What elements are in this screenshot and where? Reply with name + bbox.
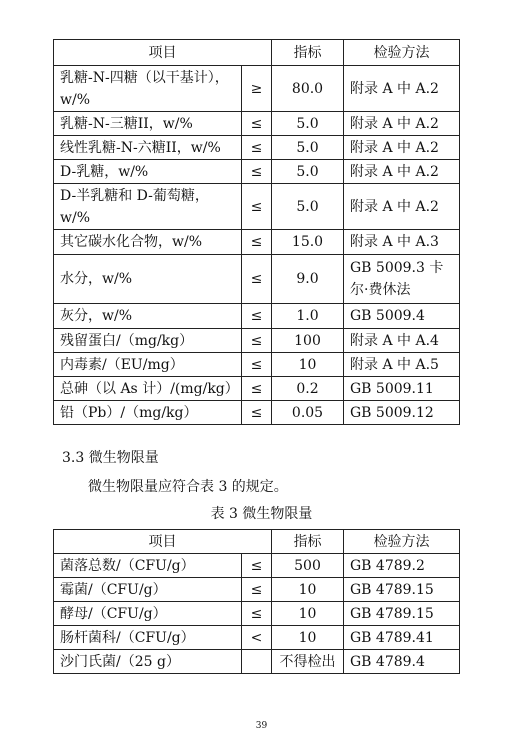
row-symbol: ≤ bbox=[242, 136, 272, 160]
table-row bbox=[54, 160, 460, 184]
row-method: GB 5009.3 卡尔·费休法 bbox=[344, 255, 460, 304]
row-symbol: ≤ bbox=[242, 401, 272, 425]
row-item: D-乳糖，w/% bbox=[54, 160, 242, 184]
row-value: 500 bbox=[272, 554, 344, 578]
row-method: 附录 A 中 A.2 bbox=[344, 66, 460, 112]
table-row bbox=[54, 255, 460, 304]
row-method: GB 5009.11 bbox=[344, 377, 460, 401]
row-item: 沙门氏菌/（25 g） bbox=[54, 650, 242, 674]
row-item: 内毒素/（EU/mg） bbox=[54, 353, 242, 377]
row-method: GB 4789.15 bbox=[344, 578, 460, 602]
row-item: D-半乳糖和 D-葡萄糖，w/% bbox=[54, 184, 242, 230]
row-symbol: ≤ bbox=[242, 329, 272, 353]
row-symbol: ≤ bbox=[242, 304, 272, 329]
row-method: GB 4789.15 bbox=[344, 602, 460, 626]
table-row bbox=[54, 401, 460, 425]
row-item: 酵母/（CFU/g） bbox=[54, 602, 242, 626]
table-row bbox=[54, 304, 460, 329]
row-value: 5.0 bbox=[272, 136, 344, 160]
row-value: 15.0 bbox=[272, 230, 344, 255]
row-symbol bbox=[242, 650, 272, 674]
row-item: 乳糖-N-四糖（以干基计），w/% bbox=[54, 66, 242, 112]
section-heading: 3.3 微生物限量 bbox=[62, 450, 159, 466]
table-row bbox=[54, 230, 460, 255]
row-value: 10 bbox=[272, 353, 344, 377]
microbial-limits-table bbox=[53, 529, 460, 674]
row-value: 10 bbox=[272, 602, 344, 626]
table-header-row bbox=[54, 530, 460, 554]
row-symbol: ≤ bbox=[242, 230, 272, 255]
composition-table bbox=[53, 39, 460, 425]
row-value: 10 bbox=[272, 578, 344, 602]
row-symbol: ≤ bbox=[242, 112, 272, 136]
row-value: 10 bbox=[272, 626, 344, 650]
row-value: 80.0 bbox=[272, 66, 344, 112]
row-method: 附录 A 中 A.5 bbox=[344, 353, 460, 377]
header-index: 指标 bbox=[272, 530, 344, 554]
row-value: 0.2 bbox=[272, 377, 344, 401]
table-row bbox=[54, 602, 460, 626]
table-row bbox=[54, 578, 460, 602]
row-method: GB 4789.41 bbox=[344, 626, 460, 650]
row-symbol: ≥ bbox=[242, 66, 272, 112]
row-item: 霉菌/（CFU/g） bbox=[54, 578, 242, 602]
row-method: 附录 A 中 A.2 bbox=[344, 160, 460, 184]
row-symbol: < bbox=[242, 626, 272, 650]
header-item: 项目 bbox=[54, 40, 272, 66]
row-value: 1.0 bbox=[272, 304, 344, 329]
table-row bbox=[54, 554, 460, 578]
row-value: 9.0 bbox=[272, 255, 344, 304]
table-caption: 表 3 微生物限量 bbox=[210, 506, 313, 522]
header-method: 检验方法 bbox=[344, 40, 460, 66]
row-item: 铅（Pb）/（mg/kg） bbox=[54, 401, 242, 425]
row-symbol: ≤ bbox=[242, 377, 272, 401]
row-item: 水分，w/% bbox=[54, 255, 242, 304]
table-row bbox=[54, 66, 460, 112]
row-value: 5.0 bbox=[272, 160, 344, 184]
header-index: 指标 bbox=[272, 40, 344, 66]
row-symbol: ≤ bbox=[242, 602, 272, 626]
row-item: 残留蛋白/（mg/kg） bbox=[54, 329, 242, 353]
row-method: 附录 A 中 A.2 bbox=[344, 136, 460, 160]
row-symbol: ≤ bbox=[242, 554, 272, 578]
row-item: 灰分，w/% bbox=[54, 304, 242, 329]
row-method: 附录 A 中 A.2 bbox=[344, 184, 460, 230]
table-header-row bbox=[54, 40, 460, 66]
table-row bbox=[54, 184, 460, 230]
paragraph-text: 微生物限量应符合表 3 的规定。 bbox=[88, 479, 288, 495]
table-row bbox=[54, 112, 460, 136]
row-symbol: ≤ bbox=[242, 578, 272, 602]
row-item: 菌落总数/（CFU/g） bbox=[54, 554, 242, 578]
row-symbol: ≤ bbox=[242, 255, 272, 304]
row-value: 5.0 bbox=[272, 184, 344, 230]
row-value: 不得检出 bbox=[272, 650, 344, 674]
table-row bbox=[54, 650, 460, 674]
row-value: 5.0 bbox=[272, 112, 344, 136]
row-method: GB 4789.4 bbox=[344, 650, 460, 674]
row-value: 100 bbox=[272, 329, 344, 353]
row-symbol: ≤ bbox=[242, 353, 272, 377]
row-method: GB 5009.4 bbox=[344, 304, 460, 329]
row-method: 附录 A 中 A.3 bbox=[344, 230, 460, 255]
table-row bbox=[54, 329, 460, 353]
row-item: 乳糖-N-三糖II，w/% bbox=[54, 112, 242, 136]
row-item: 线性乳糖-N-六糖II，w/% bbox=[54, 136, 242, 160]
header-method: 检验方法 bbox=[344, 530, 460, 554]
row-method: GB 5009.12 bbox=[344, 401, 460, 425]
row-method: 附录 A 中 A.4 bbox=[344, 329, 460, 353]
table-row bbox=[54, 377, 460, 401]
row-method: GB 4789.2 bbox=[344, 554, 460, 578]
table-row bbox=[54, 626, 460, 650]
page-number: 39 bbox=[255, 721, 268, 731]
row-value: 0.05 bbox=[272, 401, 344, 425]
row-symbol: ≤ bbox=[242, 184, 272, 230]
row-item: 总砷（以 As 计）/(mg/kg） bbox=[54, 377, 242, 401]
table-row bbox=[54, 136, 460, 160]
table-row bbox=[54, 353, 460, 377]
row-method: 附录 A 中 A.2 bbox=[344, 112, 460, 136]
row-item: 肠杆菌科/（CFU/g） bbox=[54, 626, 242, 650]
row-symbol: ≤ bbox=[242, 160, 272, 184]
header-item: 项目 bbox=[54, 530, 272, 554]
row-item: 其它碳水化合物，w/% bbox=[54, 230, 242, 255]
